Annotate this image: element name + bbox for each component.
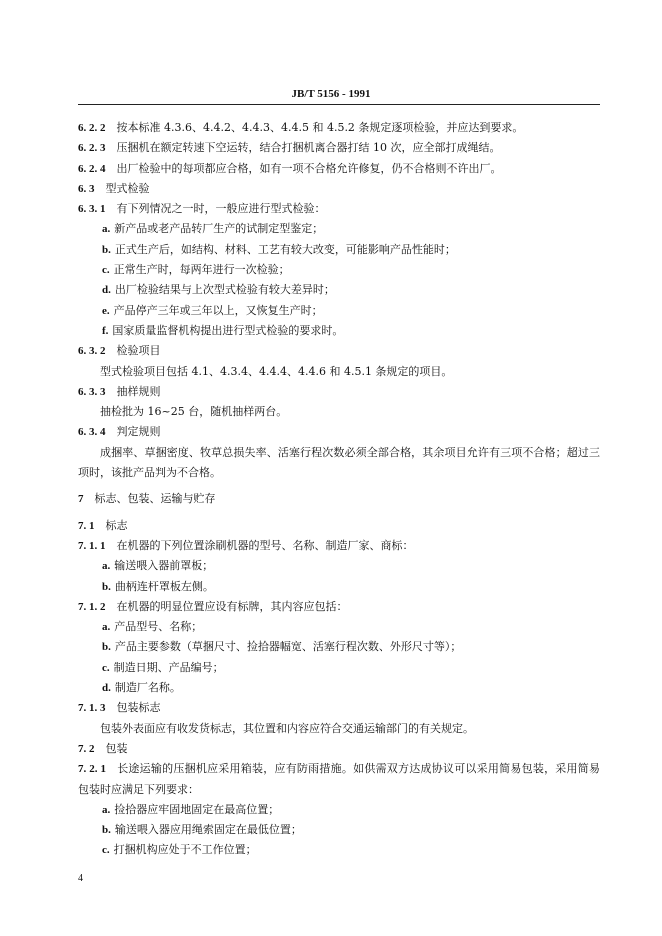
clause-text: 检验项目 xyxy=(116,344,161,358)
list-item-label: a. xyxy=(102,803,111,816)
list-item-text: 新产品或老产品转厂生产的试制定型鉴定； xyxy=(114,222,324,236)
list-item-text: 产品型号、名称； xyxy=(114,620,203,634)
body-paragraph: 成捆率、草捆密度、牧草总损失率、活塞行程次数必须全部合格，其余项目允许有三项不合格；超过三项时，该批产品判为不合格。 xyxy=(78,445,600,480)
clause-number: 6. 3. 3 xyxy=(78,385,106,398)
body-text: 抽检批为 16~25 台，随机抽样两台。 xyxy=(100,405,288,419)
clause-number: 6. 3. 4 xyxy=(78,426,106,439)
clause-text: 有下列情况之一时，一般应进行型式检验： xyxy=(116,202,326,216)
clause-number: 6. 2. 4 xyxy=(78,162,106,175)
list-item-text: 捡拾器应牢固地固定在最高位置； xyxy=(114,802,280,816)
list-item-label: a. xyxy=(102,621,111,634)
clause-text: 包装标志 xyxy=(116,701,161,715)
clause-number: 7. 2 xyxy=(78,742,95,755)
list-item-label: e. xyxy=(102,304,110,317)
list-item xyxy=(78,800,600,820)
list-item-label: b. xyxy=(102,641,111,654)
clause-line xyxy=(78,382,600,402)
clause-text: 压捆机在额定转速下空运转，结合打捆机离合器打结 10 次，应全部打成绳结。 xyxy=(116,141,501,155)
clause-line xyxy=(78,759,600,800)
list-item-label: f. xyxy=(102,324,109,337)
list-item xyxy=(78,637,600,657)
clause-line xyxy=(78,597,600,617)
header-rule xyxy=(78,104,600,105)
clause-number: 7. 1. 2 xyxy=(78,600,106,613)
clause-line xyxy=(78,341,600,361)
list-item-text: 正式生产后，如结构、材料、工艺有较大改变，可能影响产品性能时； xyxy=(114,242,456,256)
list-item-text: 曲柄连杆罩板左侧。 xyxy=(114,579,214,593)
clause-text: 标志 xyxy=(105,518,128,532)
clause-line xyxy=(78,739,600,759)
list-item xyxy=(78,556,600,576)
clause-line xyxy=(78,159,600,179)
body-text: 型式检验项目包括 4.1、4.3.4、4.4.4、4.4.6 和 4.5.1 条规定的项目。 xyxy=(100,364,453,378)
clause-number: 6. 2. 3 xyxy=(78,142,106,155)
clause-line xyxy=(78,118,600,138)
list-item xyxy=(78,577,600,597)
clause-line xyxy=(78,199,600,219)
clause-number: 7. 1. 3 xyxy=(78,702,106,715)
clause-text: 在机器的明显位置应设有标牌，其内容应包括： xyxy=(116,599,348,613)
list-item-label: b. xyxy=(102,243,111,256)
list-item-text: 产品主要参数（草捆尺寸、捡拾器幅宽、活塞行程次数、外形尺寸等）； xyxy=(114,640,462,654)
list-item-label: a. xyxy=(102,560,111,573)
clause-line xyxy=(78,516,600,536)
list-item-text: 输送喂入器前罩板； xyxy=(114,559,214,573)
list-item xyxy=(78,260,600,280)
list-item-label: a. xyxy=(102,223,111,236)
list-item-label: d. xyxy=(102,682,111,695)
list-item xyxy=(78,301,600,321)
page-number: 4 xyxy=(78,873,83,884)
list-item xyxy=(78,280,600,300)
list-item-label: d. xyxy=(102,284,111,297)
body-text: 包装外表面应有收发货标志，其位置和内容应符合交通运输部门的有关规定。 xyxy=(100,721,474,735)
clause-line xyxy=(78,698,600,718)
list-item xyxy=(78,820,600,840)
clause-number: 6. 3. 2 xyxy=(78,345,106,358)
list-item-label: c. xyxy=(102,264,110,277)
clause-text: 标志、包装、运输与贮存 xyxy=(94,492,216,506)
clause-number: 7. 1 xyxy=(78,519,95,532)
list-item xyxy=(78,840,600,860)
list-item xyxy=(78,678,600,698)
document-header: JB/T 5156 - 1991 xyxy=(291,88,371,100)
clause-number: 6. 2. 2 xyxy=(78,122,106,134)
clause-number: 7. 1. 1 xyxy=(78,539,106,552)
clause-number: 6. 3. 1 xyxy=(78,203,106,216)
clause-number: 6. 3 xyxy=(78,182,95,195)
clause-line xyxy=(78,138,600,158)
document-body xyxy=(78,118,600,861)
list-item xyxy=(78,219,600,239)
list-item xyxy=(78,240,600,260)
list-item-text: 制造厂名称。 xyxy=(114,681,181,695)
list-item-label: b. xyxy=(102,580,111,593)
clause-text: 抽样规则 xyxy=(116,384,161,398)
clause-text: 包装 xyxy=(105,741,128,755)
list-item-text: 国家质量监督机构提出进行型式检验的要求时。 xyxy=(112,323,344,337)
clause-line xyxy=(78,422,600,442)
list-item xyxy=(78,321,600,341)
clause-number: 7. 2. 1 xyxy=(78,763,106,776)
list-item xyxy=(78,658,600,678)
list-item-text: 产品停产三年或三年以上，又恢复生产时； xyxy=(113,303,323,317)
list-item-text: 输送喂入器应用绳索固定在最低位置； xyxy=(114,823,302,837)
clause-text: 长途运输的压捆机应采用箱装，应有防雨措施。如供需双方达成协议可以采用简易包装，采用简易包装时应满足下列要求： xyxy=(78,762,600,796)
section-heading xyxy=(78,489,600,509)
clause-text: 按本标准 4.3.6、4.4.2、4.4.3、4.4.5 和 4.5.2 条规定逐项检验，并应达到要求。 xyxy=(116,121,524,134)
list-item-label: b. xyxy=(102,824,111,837)
clause-text: 在机器的下列位置涂刷机器的型号、名称、制造厂家、商标： xyxy=(116,538,414,552)
clause-text: 判定规则 xyxy=(116,425,161,439)
list-item xyxy=(78,617,600,637)
list-item-label: c. xyxy=(102,661,110,674)
clause-text: 型式检验 xyxy=(105,181,150,195)
clause-line xyxy=(78,536,600,556)
list-item-text: 打捆机构应处于不工作位置； xyxy=(113,843,257,857)
clause-text: 出厂检验中的每项都应合格，如有一项不合格允许修复，仍不合格则不许出厂。 xyxy=(116,161,502,175)
list-item-text: 正常生产时，每两年进行一次检验； xyxy=(113,263,290,277)
list-item-text: 出厂检验结果与上次型式检验有较大差异时； xyxy=(114,283,335,297)
list-item-text: 制造日期、产品编号； xyxy=(113,660,224,674)
clause-line xyxy=(78,179,600,199)
clause-number: 7 xyxy=(78,493,84,506)
list-item-label: c. xyxy=(102,844,110,857)
